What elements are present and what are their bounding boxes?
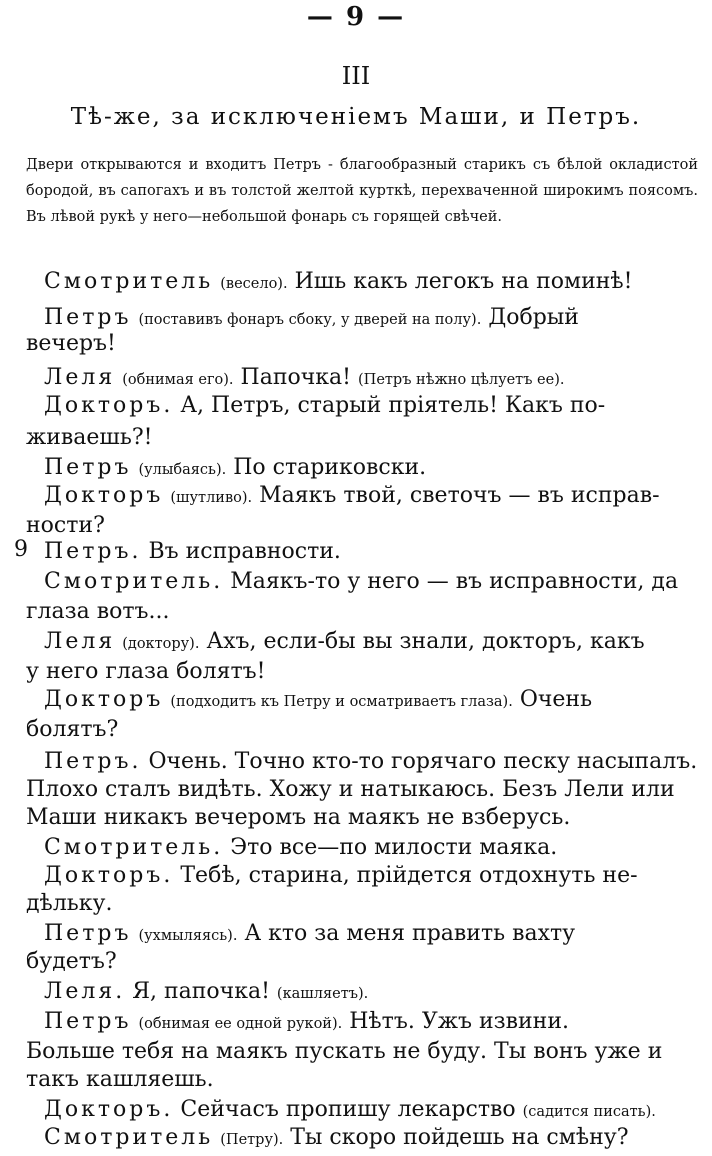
speaker-name: Петръ [44,1009,132,1034]
speech-continuation [26,714,698,745]
speaker-name: Смотритель [44,1125,214,1150]
speech-text: Маши никакъ вечеромъ на маякъ не взберусь. [26,805,571,830]
speech-continuation [26,1036,698,1067]
stage-note: (Петръ нѣжно цѣлуетъ ее). [358,372,565,388]
speech-text: Папочка! [240,365,359,390]
speech-text: Маякъ-то у него — въ исправности, да [230,569,679,594]
speech-text: Тебѣ, старина, прiйдется отдохнуть не- [180,863,638,888]
margin-mark: 9 [14,537,28,562]
speech-text: Больше тебя на маякъ пускать не буду. Ты вонъ уже и [26,1039,663,1064]
speech-continuation [26,422,698,453]
speech-line [44,480,698,514]
speech-text: ности? [26,513,105,538]
speech-line [44,390,698,421]
speech-text: Ахъ, если-бы вы знали, докторъ, какъ [206,629,645,654]
stage-note: (поставивъ фонаръ сбоку, у дверей на полу). [138,312,482,328]
speaker-name: Леля [44,629,116,654]
stage-note: (доктору). [122,636,200,652]
speech-text: Добрый [488,305,579,330]
speech-line [44,832,698,863]
speaker-name: Петръ [44,921,132,946]
stage-note: (садится писать). [522,1104,656,1120]
speech-text: Ты скоро пойдешь на смѣну? [290,1125,629,1150]
speech-continuation [26,946,698,977]
stage-note: (подходитъ къ Петру и осматриваетъ глаза). [170,694,513,710]
speaker-name: Смотритель [44,269,214,294]
speech-text: Плохо сталъ видѣть. Хожу и натыкаюсь. Безъ Лели или [26,777,675,802]
speech-line [44,626,698,660]
speech-line [44,1122,698,1156]
speech-line [44,266,698,300]
speech-continuation [26,802,698,833]
speech-continuation [26,328,698,359]
speech-text: живаешь?! [26,425,153,450]
speech-line [44,860,698,891]
stage-note: (обнимая его). [122,372,234,388]
speech-continuation [26,596,698,627]
speech-text: А, Петръ, старый прiятель! Какъ по- [180,393,606,418]
speech-line [44,1006,698,1040]
speech-text: А кто за меня править вахту [244,921,576,946]
speech-text: Очень. Точно кто-то горячаго песку насыпалъ. [148,749,698,774]
speech-continuation [26,1064,698,1095]
speech-continuation [26,888,698,919]
speaker-name: Докторъ. [44,1097,174,1122]
stage-direction: Двери открываются и входитъ Петръ - благообразный старикъ съ бѣлой окладистой бородой, въ сапогахъ и въ толстой желтой курткѣ, перехваченной широкимъ поясомъ. Въ лѣвой рукѣ у него—небольшой фонарь съ горящей свѣчей. [26,157,698,225]
speech-line [44,746,698,777]
speaker-name: Петръ [44,455,132,480]
speech-text: Очень [519,687,593,712]
speech-line [44,536,698,567]
speech-text: такъ кашляешь. [26,1067,214,1092]
speaker-name: Петръ. [44,539,142,564]
speech-continuation [26,656,698,687]
speech-text: Это все—по милости маяка. [230,835,558,860]
speech-text: Я, папочка! [132,979,277,1004]
speech-text: Нѣтъ. Ужъ извини. [349,1009,569,1034]
page-number: — 9 — [306,2,406,32]
stage-note: (обнимая ее одной рукой). [138,1016,343,1032]
speech-text: По стариковски. [233,455,427,480]
speaker-name: Петръ [44,305,132,330]
speaker-name: Докторъ. [44,863,174,888]
speech-text: Сейчасъ пропишу лекарство [180,1097,523,1122]
speech-text: дѣльку. [26,891,113,916]
speech-text: у него глаза болятъ! [26,659,266,684]
speech-text: вечеръ! [26,331,116,356]
speaker-name: Докторъ. [44,393,174,418]
speech-text: будетъ? [26,949,117,974]
speaker-name: Докторъ [44,483,164,508]
speech-text: Въ исправности. [148,539,341,564]
cast-line: Тѣ-же, за исключенiемъ Маши, и Петръ. [70,104,642,130]
speaker-name: Докторъ [44,687,164,712]
speech-text: глаза вотъ... [26,599,170,624]
speaker-name: Смотритель. [44,569,224,594]
stage-note: (Петру). [220,1132,284,1148]
stage-note: (весело). [220,276,288,292]
speaker-name: Смотритель. [44,835,224,860]
speaker-name: Леля [44,365,116,390]
speech-line [44,684,698,718]
stage-note: (ухмыляясь). [138,928,238,944]
speech-line [44,976,698,1010]
stage-note: (улыбаясь). [138,462,227,478]
speech-text: Маякъ твой, светочъ — въ исправ- [259,483,660,508]
speech-text: Ишь какъ легокъ на поминѣ! [294,269,633,294]
stage-note: (шутливо). [170,490,253,506]
act-number: III [341,62,371,90]
speech-continuation [26,774,698,805]
speech-text: болятъ? [26,717,119,742]
stage-note: (кашляетъ). [276,986,369,1002]
speaker-name: Леля. [44,979,126,1004]
speaker-name: Петръ. [44,749,142,774]
speech-line [44,566,698,597]
